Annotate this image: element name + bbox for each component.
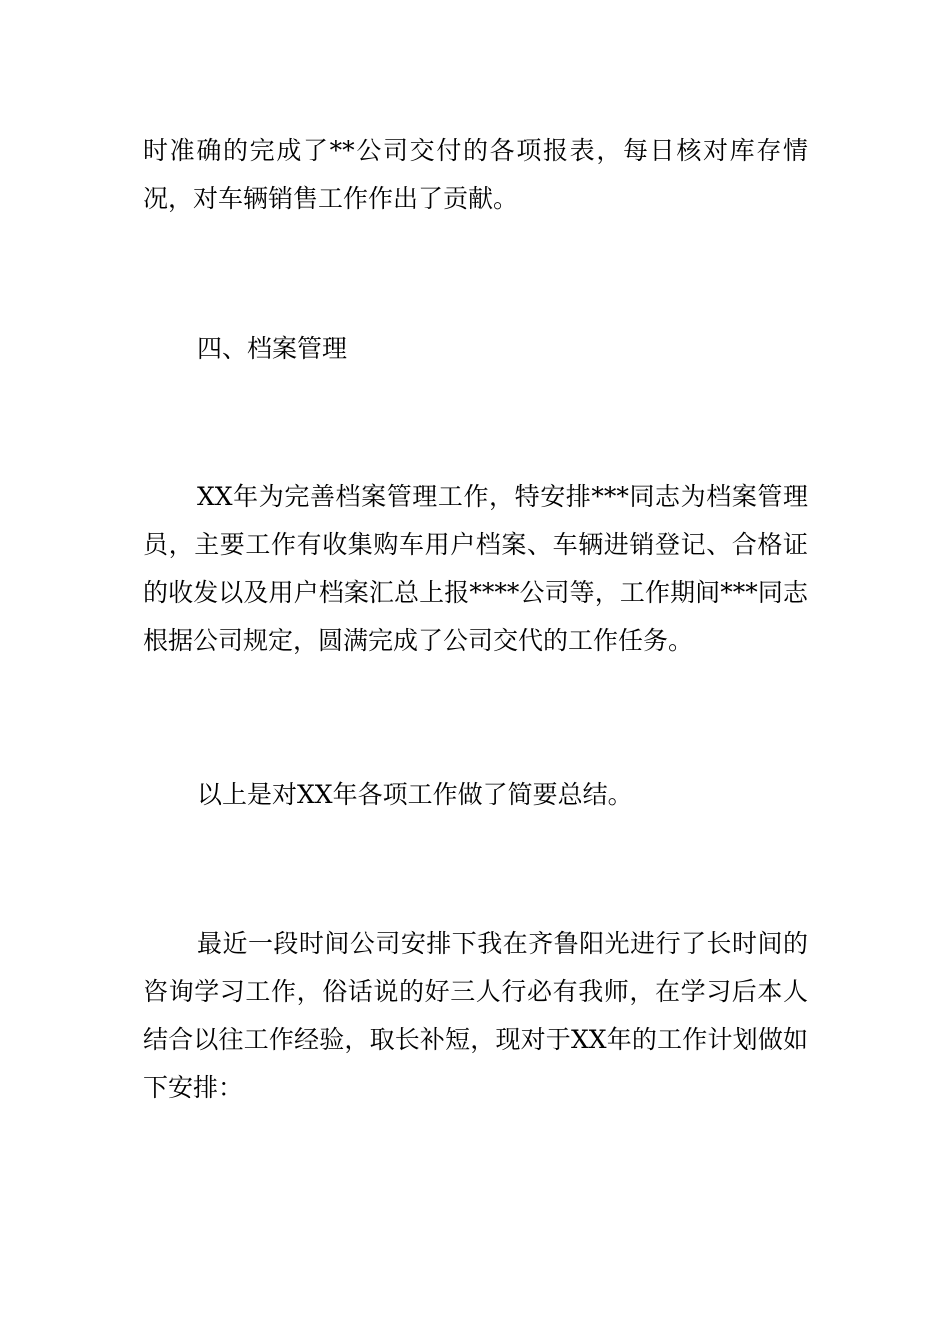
paragraph-work-plan-intro: 最近一段时间公司安排下我在齐鲁阳光进行了长时间的咨询学习工作，俗话说的好三人行必有我师，在学习后本人结合以往工作经验，取长补短，现对于XX年的工作计划做如下安排： — [143, 929, 808, 1102]
paragraph-archive-management: XX年为完善档案管理工作，特安排***同志为档案管理员，主要工作有收集购车用户档案、车辆进销登记、合格证的收发以及用户档案汇总上报****公司等，工作期间***同志根据公司规定，圆满完成了公司交代的工作任务。 — [143, 482, 808, 655]
paragraph-summary: 以上是对XX年各项工作做了简要总结。 — [197, 780, 633, 809]
section-heading-archive-management: 四、档案管理 — [197, 334, 348, 363]
paragraph-report-continuation: 时准确的完成了**公司交付的各项报表，每日核对库存情况，对车辆销售工作作出了贡献。 — [143, 136, 808, 213]
